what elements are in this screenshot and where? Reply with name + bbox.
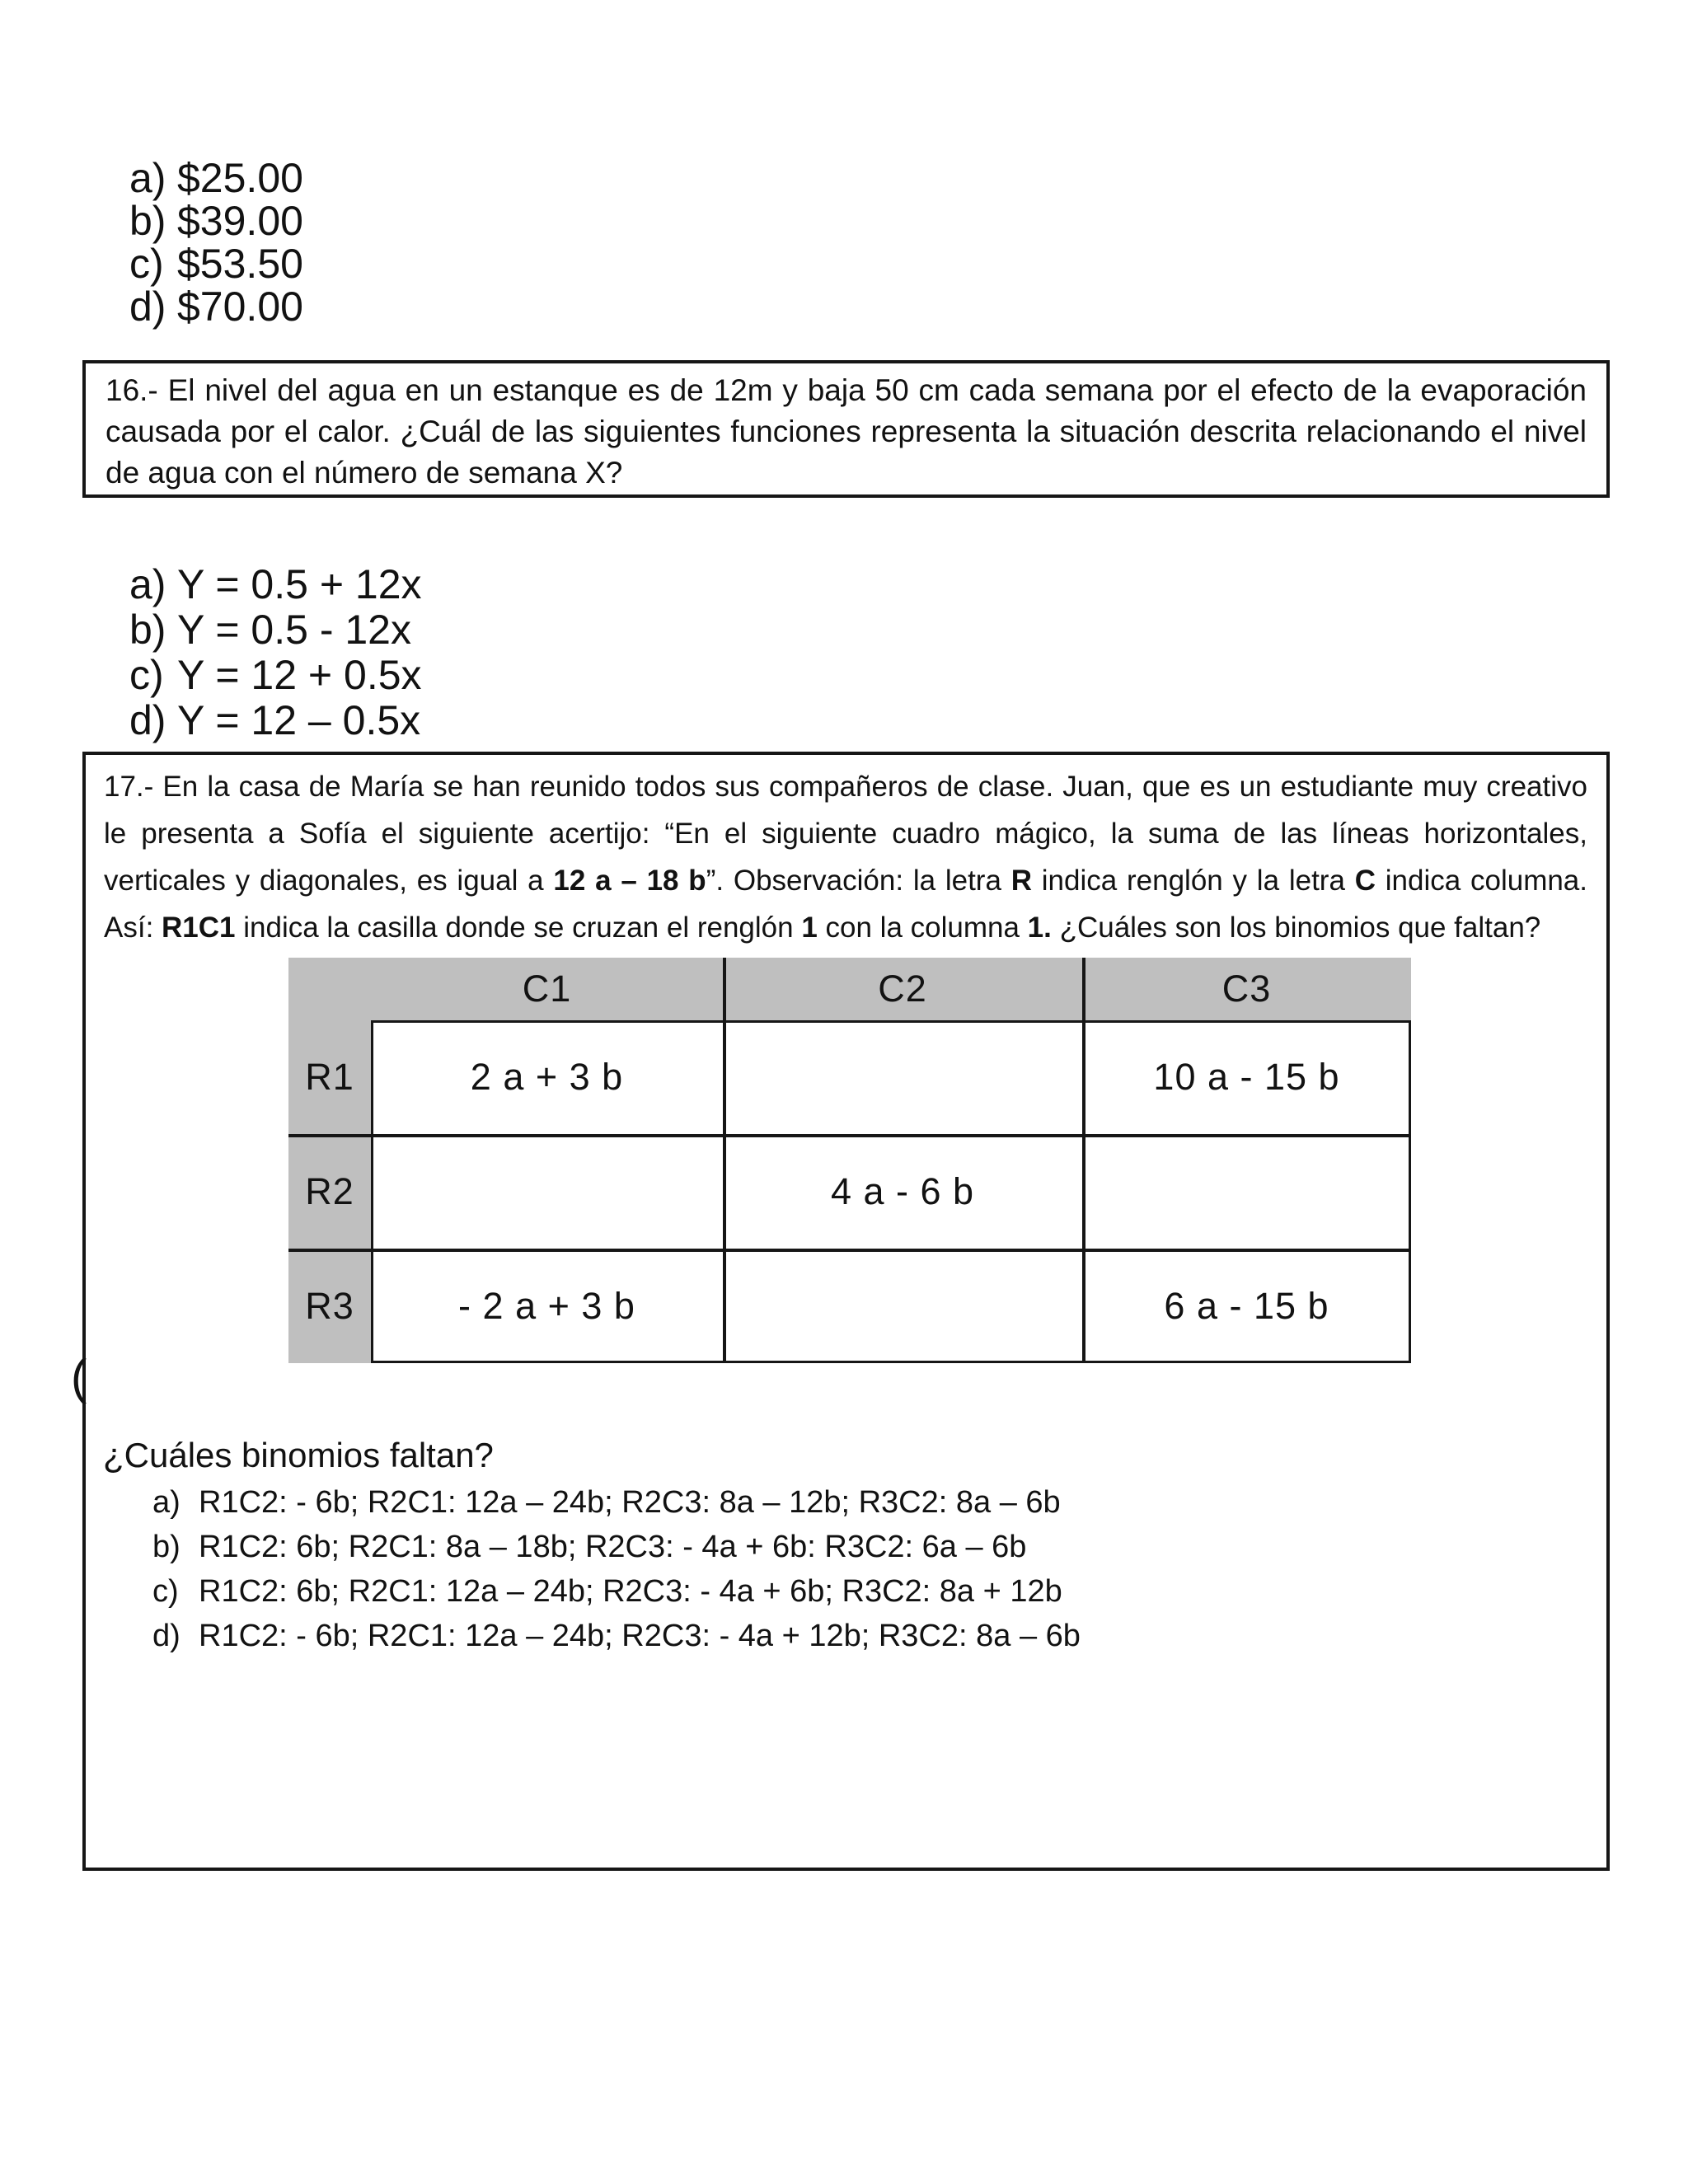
col-header-c1: C1: [522, 968, 572, 1010]
q16-option-a: [129, 562, 422, 607]
option-text: Y = 12 – 0.5x: [177, 697, 421, 743]
q16-option-d: [129, 698, 422, 743]
option-text: $70.00: [177, 284, 303, 330]
option-text: R1C2: - 6b; R2C1: 12a – 24b; R2C3: 8a – 12b; R3C2: 8a – 6b: [199, 1485, 1061, 1520]
option-letter: b): [129, 607, 166, 653]
cell-r2c2: 4 a - 6 b: [830, 1169, 975, 1212]
option-letter: d): [129, 284, 166, 330]
row-label-r2: R2: [305, 1169, 354, 1212]
q17-option-a: [152, 1480, 1081, 1525]
option-text: R1C2: 6b; R2C1: 8a – 18b; R2C3: - 4a + 6b: R3C2: 6a – 6b: [199, 1530, 1027, 1564]
q16-option-b: [129, 607, 422, 653]
option-letter: c): [129, 241, 164, 287]
option-letter: d): [129, 697, 166, 743]
option-letter: c): [152, 1574, 179, 1609]
scan-artifact-parenthesis: (: [71, 1351, 87, 1404]
col-header-c2: C2: [878, 968, 927, 1010]
option-text: R1C2: - 6b; R2C1: 12a – 24b; R2C3: - 4a + 12b; R3C2: 8a – 6b: [199, 1619, 1081, 1653]
option-text: Y = 0.5 + 12x: [177, 561, 422, 607]
q16-options-list: [129, 562, 422, 743]
q17-option-b: [152, 1525, 1081, 1569]
col-header-c3: C3: [1221, 968, 1272, 1010]
q17-option-d: [152, 1614, 1081, 1658]
q15-option-c: [129, 242, 303, 285]
magic-square-table: [288, 958, 1411, 1363]
question-17-box: [71, 752, 1610, 1871]
cell-r3c3: 6 a - 15 b: [1164, 1284, 1329, 1327]
option-text: $25.00: [177, 155, 303, 201]
q15-option-d: [129, 285, 303, 328]
cell-r3c1: - 2 a + 3 b: [458, 1284, 635, 1327]
question-16-box: [82, 360, 1610, 498]
option-text: R1C2: 6b; R2C1: 12a – 24b; R2C3: - 4a + 6b; R3C2: 8a + 12b: [199, 1574, 1062, 1609]
option-text: $53.50: [177, 241, 303, 287]
option-text: Y = 0.5 - 12x: [177, 607, 411, 653]
q17-subquestion: ¿Cuáles binomios faltan?: [103, 1436, 494, 1474]
option-letter: b): [152, 1530, 181, 1564]
cell-r1c3: 10 a - 15 b: [1153, 1056, 1340, 1098]
option-letter: a): [129, 155, 166, 201]
option-letter: a): [152, 1485, 181, 1520]
option-letter: b): [129, 198, 166, 244]
row-label-r1: R1: [305, 1056, 354, 1098]
q15-option-a: [129, 157, 303, 199]
option-letter: a): [129, 561, 166, 607]
q16-option-c: [129, 653, 422, 698]
question-16-text: 16.- El nivel del agua en un estanque es de 12m y baja 50 cm cada semana por el efecto de la evaporación causada por el calor. ¿Cuál de las siguientes funciones representa la situación descrita relacionando el nivel de agua con el número de semana X?: [106, 373, 1587, 490]
cell-r1c1: 2 a + 3 b: [470, 1056, 624, 1098]
q15-options-list: [129, 157, 303, 328]
row-label-r3: R3: [305, 1284, 354, 1327]
q17-option-c: [152, 1569, 1081, 1614]
option-text: Y = 12 + 0.5x: [177, 652, 422, 698]
q15-option-b: [129, 199, 303, 242]
option-letter: d): [152, 1619, 181, 1653]
question-17-text: 17.- En la casa de María se han reunido todos sus compañeros de clase. Juan, que es un estudiante muy creativo le presenta a Sofía el siguiente acertijo: “En el siguiente cuadro mágico, la suma de las líneas horizontales, verticales y diagonales, es igual a 12 a – 18 b”. Observación: la letra R indica renglón y la letra C indica columna. Así: R1C1 indica la casilla donde se cruzan el renglón 1 con la columna 1. ¿Cuáles son los binomios que faltan?: [104, 771, 1588, 944]
q17-options-list: [152, 1480, 1081, 1658]
option-text: $39.00: [177, 198, 303, 244]
option-letter: c): [129, 652, 164, 698]
